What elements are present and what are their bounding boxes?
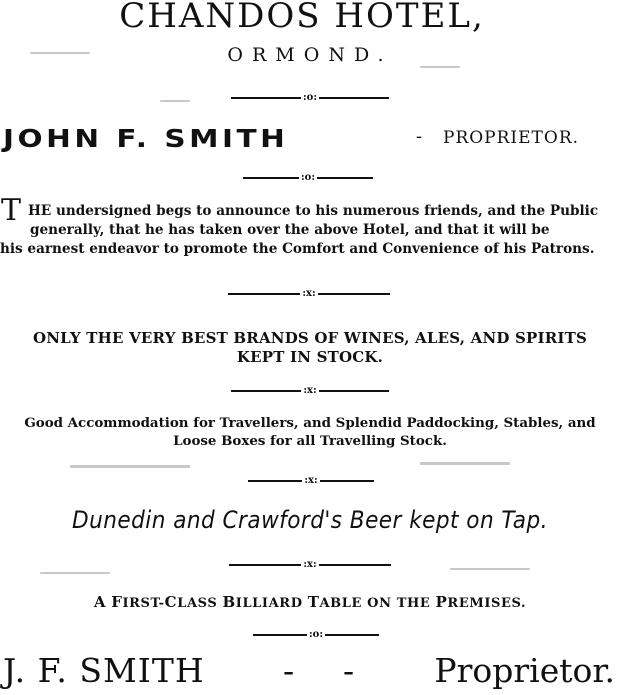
spirits-notice xyxy=(0,329,620,367)
beer-notice: Dunedin and Crawford's Beer kept on Tap. xyxy=(72,506,548,534)
divider-mark: :x: xyxy=(303,559,317,570)
divider-mark: :x: xyxy=(303,385,317,396)
billiard-notice: A FIRST-CLASS BILLIARD TABLE ON THE PREMISES. xyxy=(93,593,527,611)
proprietor-dash: - xyxy=(416,126,423,147)
announcement-line-3: his earnest endeavor to promote the Comfort and Convenience of his Patrons. xyxy=(0,241,595,257)
divider-1 xyxy=(228,92,392,104)
proprietor-line xyxy=(3,124,615,154)
footer-signature xyxy=(3,651,615,691)
footer-name: J. F. SMITH xyxy=(3,651,205,690)
footer-title: Proprietor. xyxy=(434,651,615,690)
divider-mark: :x: xyxy=(302,288,316,299)
print-speck xyxy=(160,100,190,102)
announcement-line-2: generally, that he has taken over the above Hotel, and that it will be xyxy=(30,222,550,238)
town-name: ORMOND. xyxy=(227,44,393,66)
proprietor-name: JOHN F. SMITH xyxy=(3,124,289,153)
divider-mark: :o: xyxy=(308,629,324,640)
proprietor-title: PROPRIETOR. xyxy=(443,128,580,148)
divider-6 xyxy=(226,559,394,571)
print-speck xyxy=(450,568,530,570)
divider-mark: :o: xyxy=(300,172,316,183)
divider-4 xyxy=(228,385,392,397)
accommodation-line-2: Loose Boxes for all Travelling Stock. xyxy=(173,433,447,449)
announcement-line-1: HE undersigned begs to announce to his numerous friends, and the Public xyxy=(28,203,599,219)
footer-dash: - xyxy=(343,651,355,690)
accommodation-notice xyxy=(0,414,620,450)
divider-3 xyxy=(226,288,392,300)
spirits-line-1: ONLY THE VERY BEST BRANDS OF WINES, ALES, AND SPIRITS xyxy=(32,329,587,347)
footer-dash: - xyxy=(283,651,295,690)
print-speck xyxy=(420,66,460,68)
drop-cap: T xyxy=(1,193,22,228)
print-speck xyxy=(40,572,110,574)
divider-mark: :x: xyxy=(304,475,318,486)
divider-mark: :o: xyxy=(302,92,318,103)
spirits-line-2: KEPT IN STOCK. xyxy=(236,348,384,366)
divider-5 xyxy=(246,475,376,487)
divider-7 xyxy=(250,629,382,641)
divider-2 xyxy=(240,172,376,184)
print-speck xyxy=(70,465,190,468)
hotel-title: CHANDOS HOTEL, xyxy=(119,0,485,36)
accommodation-line-1: Good Accommodation for Travellers, and Splendid Paddocking, Stables, and xyxy=(24,415,596,431)
print-speck xyxy=(30,52,90,54)
print-speck xyxy=(420,462,510,465)
